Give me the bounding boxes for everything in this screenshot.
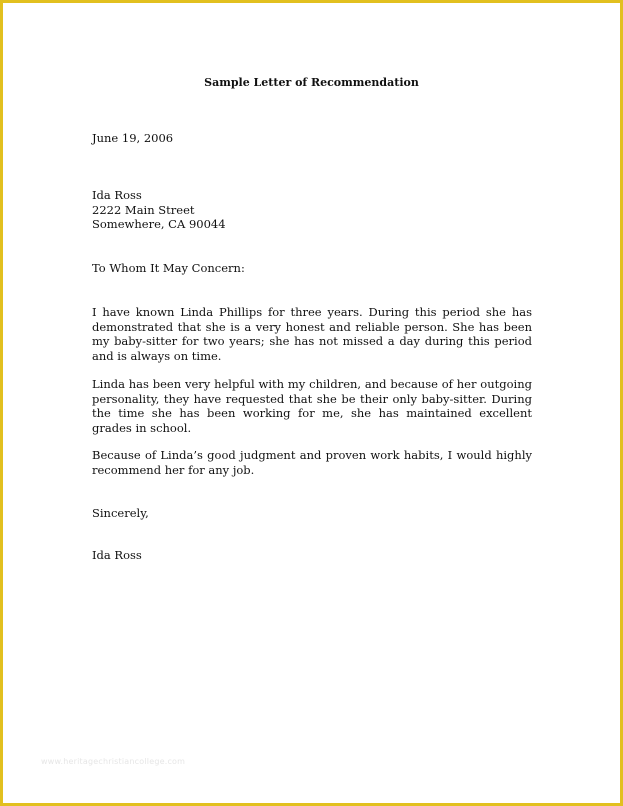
letter-title: Sample Letter of Recommendation xyxy=(204,76,419,89)
signature-name: Ida Ross xyxy=(92,548,142,562)
recipient-name: Ida Ross xyxy=(92,188,142,202)
closing: Sincerely, xyxy=(92,506,149,520)
recipient-city-line: Somewhere, CA 90044 xyxy=(92,217,226,231)
recipient-address xyxy=(92,188,532,232)
paragraph-1: I have known Linda Phillips for three years. During this period she has demonstrated that she is a very honest and reliable person. She has been my baby-sitter for two years; she has not missed a day during this period and is always on time. xyxy=(92,305,532,363)
paragraph-2: Linda has been very helpful with my children, and because of her outgoing personality, they have requested that she be their only baby-sitter. During the time she has been working for me, she has maintained excellent grades in school. xyxy=(92,377,532,435)
recipient-street: 2222 Main Street xyxy=(92,202,195,217)
paragraph-3: Because of Linda’s good judgment and proven work habits, I would highly recommend her for any job. xyxy=(92,448,532,477)
watermark-text: www.heritagechristiancollege.com xyxy=(41,757,186,766)
salutation: To Whom It May Concern: xyxy=(92,261,245,275)
letter-date: June 19, 2006 xyxy=(92,131,174,145)
